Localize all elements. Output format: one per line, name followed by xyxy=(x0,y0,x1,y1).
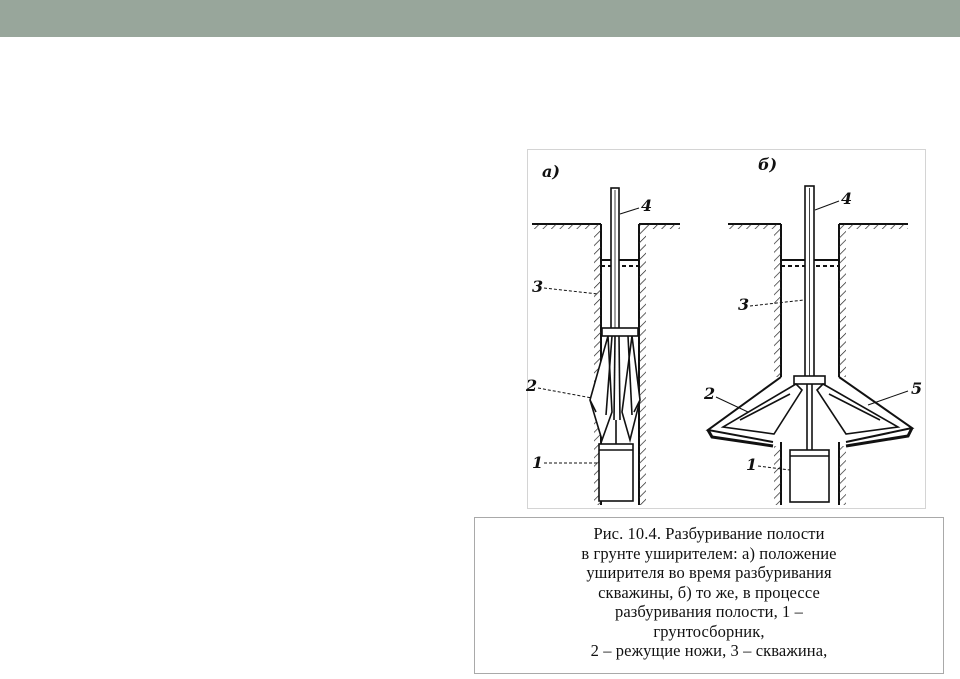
caption-line: грунтосборник, xyxy=(653,621,765,641)
panel-b-number-2: 2 xyxy=(704,384,716,403)
drilling-figure xyxy=(527,149,926,509)
caption-line: разбуривания полости, 1 – xyxy=(615,602,803,621)
panel-a-number-2: 2 xyxy=(526,376,538,395)
slide-header-bar xyxy=(0,0,960,37)
figure-caption xyxy=(474,517,944,674)
caption-line: Рис. 10.4. Разбуривание полости xyxy=(593,524,825,543)
panel-a-number-4: 4 xyxy=(641,196,653,215)
panel-b-number-3: 3 xyxy=(738,295,750,314)
panel-b-number-4: 4 xyxy=(841,189,853,208)
caption-line: в грунте уширителем: а) положение xyxy=(581,543,837,563)
drilling-diagram xyxy=(528,150,925,508)
panel-a-label: а) xyxy=(542,162,560,181)
panel-a-number-1: 1 xyxy=(532,453,544,472)
panel-b-number-5: 5 xyxy=(911,379,923,398)
caption-line: 2 – режущие ножи, 3 – скважина, xyxy=(590,641,828,660)
panel-a-number-3: 3 xyxy=(532,277,544,296)
panel-b-number-1: 1 xyxy=(746,455,758,474)
caption-line: уширителя во время разбуривания xyxy=(586,563,832,582)
caption-line: скважины, б) то же, в процессе xyxy=(598,582,820,602)
panel-b-label: б) xyxy=(758,155,778,174)
